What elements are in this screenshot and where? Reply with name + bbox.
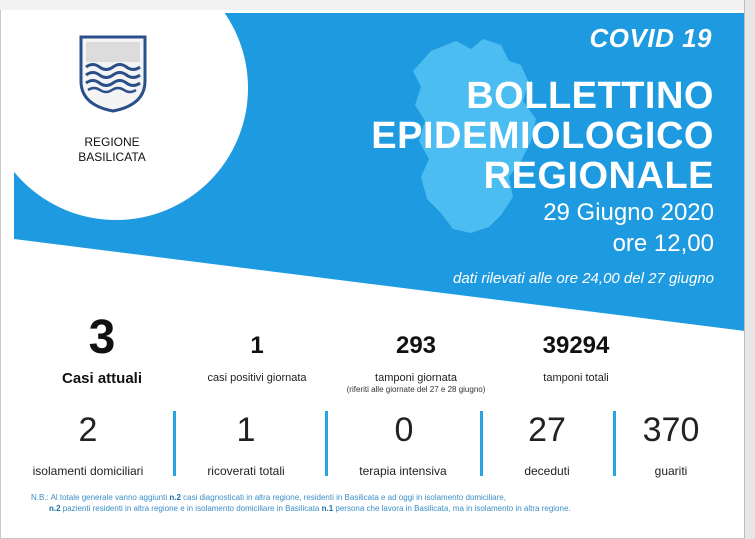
deceduti-value: 27 <box>528 411 566 449</box>
terapia-intensiva-label: terapia intensiva <box>359 464 447 478</box>
footnote-text: pazienti residenti in altra regione e in isolamento domiciliare in Basilicata <box>60 504 322 513</box>
footnote-line-1 <box>31 493 506 502</box>
ricoverati-value: 1 <box>236 411 256 449</box>
region-name-line1: REGIONE <box>84 135 140 149</box>
covid-label: COVID 19 <box>589 23 712 53</box>
stat-separator <box>325 411 328 476</box>
region-name-line2: BASILICATA <box>78 150 146 164</box>
stat-separator <box>173 411 176 476</box>
tamponi-giornata-value: 293 <box>395 332 437 359</box>
title-line-3: REGIONALE <box>483 155 714 197</box>
tamponi-totali-label: tamponi totali <box>543 372 609 384</box>
tamponi-giornata-note: (riferiti alle giornate del 27 e 28 giugno) <box>346 385 486 394</box>
tamponi-giornata-label: tamponi giornata <box>375 372 457 384</box>
isolamenti-label: isolamenti domiciliari <box>32 464 144 478</box>
stat-separator <box>613 411 616 476</box>
isolamenti-value: 2 <box>78 411 98 449</box>
basilicata-coat-of-arms-icon <box>79 35 147 113</box>
title-line-1: BOLLETTINO <box>466 75 714 117</box>
positivi-value: 1 <box>250 332 264 359</box>
region-name <box>53 135 171 165</box>
tamponi-totali-value: 39294 <box>542 332 610 359</box>
footnote-text: persona che lavora in Basilicata, ma in isolamento in altra regione. <box>333 504 571 513</box>
footnote-text: casi diagnosticati in altra regione, residenti in Basilicata e ad oggi in isolamento domiciliare, <box>180 493 506 502</box>
stat-separator <box>480 411 483 476</box>
casi-attuali-value: 3 <box>88 311 116 364</box>
footnote-text: N.B.: Al totale generale vanno aggiunti <box>31 493 170 502</box>
casi-attuali-label: Casi attuali <box>61 370 143 387</box>
guariti-label: guariti <box>654 464 688 478</box>
deceduti-label: deceduti <box>524 464 570 478</box>
title-line-2: EPIDEMIOLOGICO <box>371 115 714 157</box>
positivi-label: casi positivi giornata <box>207 372 307 384</box>
guariti-value: 370 <box>642 411 700 449</box>
window-right-edge <box>744 0 755 539</box>
terapia-intensiva-value: 0 <box>394 411 414 449</box>
data-collection-note: dati rilevati alle ore 24,00 del 27 giugno <box>452 270 714 287</box>
footnote-bold: n.1 <box>321 504 334 513</box>
bulletin-time: ore 12,00 <box>612 230 714 257</box>
ricoverati-label: ricoverati totali <box>207 464 285 478</box>
window-top-edge <box>0 0 744 10</box>
footnote-bold: n.2 <box>169 493 181 502</box>
bulletin-date: 29 Giugno 2020 <box>543 199 714 226</box>
footnote-bold: n.2 <box>49 504 61 513</box>
footnote-line-2 <box>49 504 571 513</box>
